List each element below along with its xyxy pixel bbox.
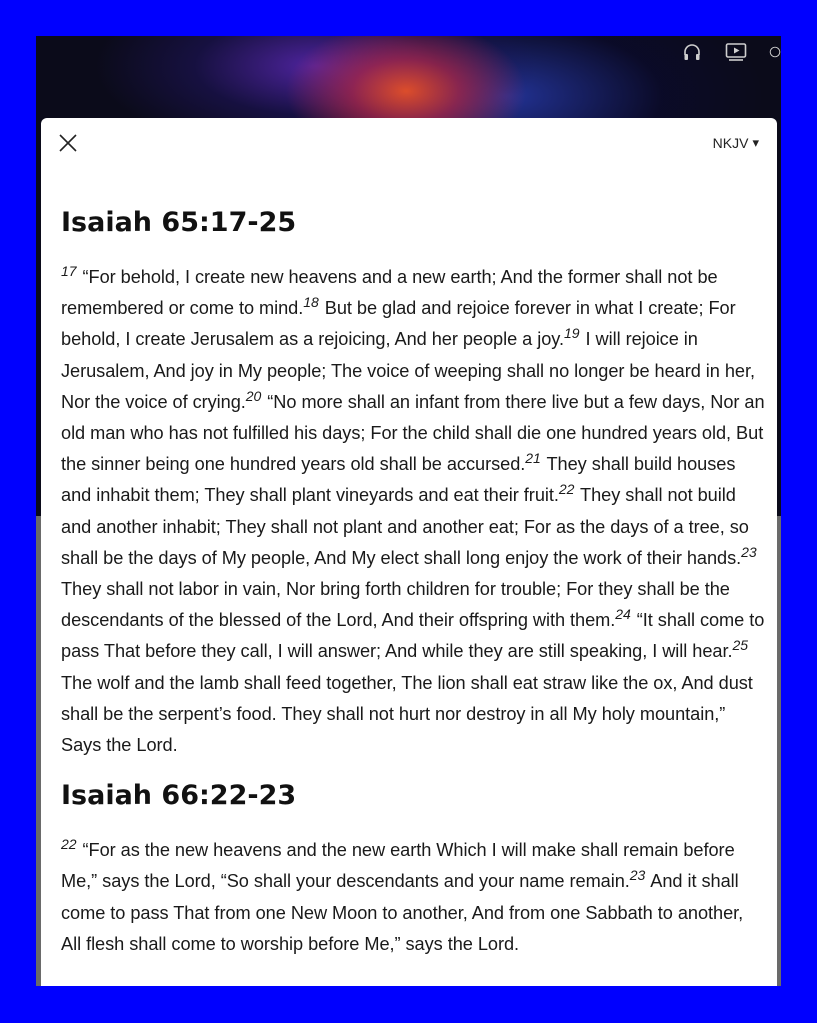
verse-number: 18 — [303, 294, 319, 311]
passage-title: Isaiah 65:17-25 — [61, 207, 297, 238]
passage-text — [61, 262, 767, 761]
close-button[interactable] — [55, 130, 81, 156]
verse-text: They shall build houses and inhabit them; They shall plant vineyards and eat their fruit. — [61, 454, 736, 506]
passage-text — [61, 835, 767, 960]
verse-text: But be glad and rejoice forever in what I create; For behold, I create Jerusalem as a rejoicing, And her people a joy. — [61, 298, 736, 350]
verse-number: 24 — [615, 606, 631, 623]
close-icon — [59, 134, 77, 152]
verse-number: 23 — [629, 867, 646, 884]
info-icon[interactable] — [769, 41, 781, 63]
verse-text: They shall not labor in vain, Nor bring forth children for trouble; For they shall be the descendants of the blessed of the Lord, And their offspring with them. — [61, 579, 730, 631]
verse-text: They shall not build and another inhabit; They shall not plant and another eat; For as the days of a tree, so shall be the days of My people, And My elect shall long enjoy the work of their hands. — [61, 485, 749, 568]
verse-number: 21 — [525, 450, 541, 467]
verse-text: I will rejoice in Jerusalem, And joy in My people; The voice of weeping shall no longer be heard in her, Nor the voice of crying. — [61, 329, 755, 412]
verse-number: 22 — [61, 836, 77, 853]
headphones-icon[interactable] — [681, 41, 703, 63]
verse-number: 25 — [732, 637, 748, 654]
verse-text: “No more shall an infant from there live but a few days, Nor an old man who has not fulfilled his days; For the child shall die one hundred years old, But the sinner being one hundred years old shall be accursed. — [61, 391, 765, 475]
version-label: NKJV — [712, 135, 749, 151]
caret-down-icon: ▾ — [752, 135, 759, 150]
verse-text: And it shall come to pass That from one New Moon to another, And from one Sabbath to another, All flesh shall come to worship before Me,” says the Lord. — [61, 871, 744, 954]
scripture-modal — [41, 118, 777, 986]
verse-text: “It shall come to pass That before they call, I will answer; And while they are still speaking, I will hear. — [61, 610, 765, 662]
video-play-icon[interactable] — [725, 41, 747, 63]
verse-text: The wolf and the lamb shall feed together, The lion shall eat straw like the ox, And dust shall be the serpent’s food. They shall not hurt nor destroy in all My holy mountain,” Says the Lord. — [61, 672, 753, 756]
verse-number: 22 — [558, 481, 575, 498]
scripture-content — [61, 202, 767, 974]
verse-number: 20 — [245, 387, 262, 404]
verse-number: 19 — [564, 325, 580, 342]
verse-text: “For as the new heavens and the new earth Which I will make shall remain before Me,” says the Lord, “So shall your descendants and your name remain. — [61, 840, 735, 892]
verse-text: “For behold, I create new heavens and a new earth; And the former shall not be remembered or come to mind. — [61, 267, 718, 319]
version-selector[interactable] — [713, 132, 759, 154]
hero-toolbar — [681, 40, 781, 64]
verse-number: 23 — [741, 543, 757, 560]
passage-title: Isaiah 66:22-23 — [61, 780, 297, 812]
verse-number: 17 — [61, 262, 77, 279]
